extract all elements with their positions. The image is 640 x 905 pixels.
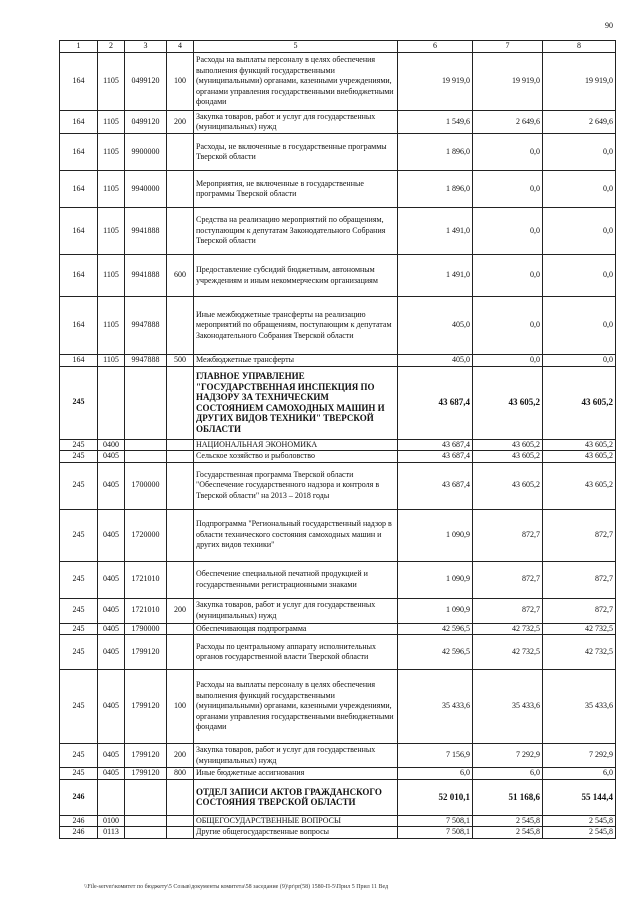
- cell-description: Мероприятия, не включенные в государственные программы Тверской области: [194, 171, 398, 208]
- cell-admin-code: 164: [60, 111, 98, 134]
- cell-description: Подпрограмма "Региональный государственный надзор в области технического состояния самоходных машин и других видов техники": [194, 509, 398, 561]
- column-header-4: 4: [167, 41, 194, 53]
- cell-admin-code: 164: [60, 297, 98, 355]
- cell-description: Иные бюджетные ассигнования: [194, 768, 398, 780]
- table-row: [60, 827, 616, 839]
- cell-expense-type: 500: [167, 355, 194, 367]
- cell-amount-col8: 872,7: [543, 561, 616, 598]
- cell-description: Расходы на выплаты персоналу в целях обеспечения выполнения функций государственными (муниципальными) органами, казенными учреждениями, органами управления государственными внебюджетными фондами: [194, 670, 398, 744]
- cell-expense-type: [167, 439, 194, 451]
- cell-section-code: 0405: [98, 670, 125, 744]
- cell-target-code: 0499120: [125, 53, 167, 111]
- cell-admin-code: 245: [60, 561, 98, 598]
- cell-section-code: 0400: [98, 439, 125, 451]
- cell-amount-col7: 7 292,9: [473, 744, 543, 768]
- cell-amount-col7: 2 545,8: [473, 815, 543, 827]
- cell-amount-col8: 0,0: [543, 171, 616, 208]
- cell-amount-col7: 0,0: [473, 208, 543, 255]
- cell-expense-type: [167, 208, 194, 255]
- cell-target-code: 1790000: [125, 623, 167, 635]
- table-row: [60, 355, 616, 367]
- cell-expense-type: 200: [167, 598, 194, 623]
- cell-amount-col8: 0,0: [543, 355, 616, 367]
- cell-target-code: [125, 451, 167, 463]
- cell-amount-col6: 1 896,0: [398, 134, 473, 171]
- cell-admin-code: 246: [60, 779, 98, 815]
- cell-admin-code: 245: [60, 366, 98, 439]
- cell-amount-col8: 43 605,2: [543, 451, 616, 463]
- cell-admin-code: 245: [60, 509, 98, 561]
- cell-amount-col6: 6,0: [398, 768, 473, 780]
- table-row: [60, 208, 616, 255]
- cell-description: ОБЩЕГОСУДАРСТВЕННЫЕ ВОПРОСЫ: [194, 815, 398, 827]
- cell-description: Закупка товаров, работ и услуг для государственных (муниципальных) нужд: [194, 598, 398, 623]
- cell-amount-col8: 55 144,4: [543, 779, 616, 815]
- cell-description: Обеспечение специальной печатной продукцией и государственными регистрационными знаками: [194, 561, 398, 598]
- cell-expense-type: [167, 827, 194, 839]
- cell-description: Закупка товаров, работ и услуг для государственных (муниципальных) нужд: [194, 111, 398, 134]
- cell-amount-col6: 43 687,4: [398, 366, 473, 439]
- cell-amount-col8: 43 605,2: [543, 462, 616, 509]
- cell-target-code: [125, 815, 167, 827]
- cell-section-code: 0405: [98, 451, 125, 463]
- cell-expense-type: 200: [167, 744, 194, 768]
- cell-expense-type: [167, 623, 194, 635]
- cell-amount-col6: 7 508,1: [398, 815, 473, 827]
- cell-amount-col8: 2 545,8: [543, 815, 616, 827]
- cell-target-code: 1799120: [125, 744, 167, 768]
- table-row: [60, 439, 616, 451]
- cell-section-code: 1105: [98, 171, 125, 208]
- table-body: [60, 53, 616, 839]
- cell-admin-code: 164: [60, 134, 98, 171]
- cell-amount-col7: 43 605,2: [473, 462, 543, 509]
- cell-amount-col6: 1 090,9: [398, 598, 473, 623]
- table-row: [60, 255, 616, 297]
- cell-section-code: 0405: [98, 462, 125, 509]
- cell-amount-col8: 872,7: [543, 509, 616, 561]
- cell-section-code: [98, 779, 125, 815]
- cell-description: ГЛАВНОЕ УПРАВЛЕНИЕ "ГОСУДАРСТВЕННАЯ ИНСПЕКЦИЯ ПО НАДЗОРУ ЗА ТЕХНИЧЕСКИМ СОСТОЯНИЕМ САМОХОДНЫХ МАШИН И ДРУГИХ ВИДОВ ТЕХНИКИ" ТВЕРСКОЙ ОБЛАСТИ: [194, 366, 398, 439]
- cell-amount-col6: 405,0: [398, 297, 473, 355]
- cell-amount-col8: 42 732,5: [543, 635, 616, 670]
- cell-admin-code: 245: [60, 744, 98, 768]
- cell-amount-col8: 2 545,8: [543, 827, 616, 839]
- cell-expense-type: [167, 815, 194, 827]
- cell-section-code: 0405: [98, 598, 125, 623]
- cell-description: Межбюджетные трансферты: [194, 355, 398, 367]
- cell-amount-col6: 405,0: [398, 355, 473, 367]
- table-row: [60, 779, 616, 815]
- cell-amount-col6: 43 687,4: [398, 439, 473, 451]
- cell-admin-code: 245: [60, 768, 98, 780]
- column-header-7: 7: [473, 41, 543, 53]
- cell-expense-type: [167, 509, 194, 561]
- cell-amount-col7: 51 168,6: [473, 779, 543, 815]
- table-row: [60, 815, 616, 827]
- cell-section-code: 0113: [98, 827, 125, 839]
- table-row: [60, 509, 616, 561]
- cell-amount-col6: 52 010,1: [398, 779, 473, 815]
- table-row: [60, 451, 616, 463]
- column-header-6: 6: [398, 41, 473, 53]
- cell-amount-col7: 35 433,6: [473, 670, 543, 744]
- cell-target-code: 1799120: [125, 768, 167, 780]
- cell-amount-col8: 2 649,6: [543, 111, 616, 134]
- cell-target-code: 1799120: [125, 635, 167, 670]
- cell-amount-col8: 43 605,2: [543, 439, 616, 451]
- cell-admin-code: 245: [60, 623, 98, 635]
- cell-expense-type: 600: [167, 255, 194, 297]
- cell-amount-col8: 0,0: [543, 208, 616, 255]
- cell-description: ОТДЕЛ ЗАПИСИ АКТОВ ГРАЖДАНСКОГО СОСТОЯНИЯ ТВЕРСКОЙ ОБЛАСТИ: [194, 779, 398, 815]
- cell-section-code: 1105: [98, 355, 125, 367]
- cell-amount-col7: 0,0: [473, 134, 543, 171]
- cell-section-code: 1105: [98, 111, 125, 134]
- table-row: [60, 744, 616, 768]
- cell-admin-code: 245: [60, 670, 98, 744]
- cell-admin-code: 246: [60, 815, 98, 827]
- table-row: [60, 111, 616, 134]
- cell-amount-col7: 43 605,2: [473, 451, 543, 463]
- cell-amount-col7: 872,7: [473, 561, 543, 598]
- cell-target-code: 1700000: [125, 462, 167, 509]
- cell-admin-code: 164: [60, 208, 98, 255]
- cell-expense-type: 100: [167, 53, 194, 111]
- table-header-row: [60, 41, 616, 53]
- budget-table: [59, 40, 616, 839]
- cell-amount-col7: 872,7: [473, 509, 543, 561]
- column-header-8: 8: [543, 41, 616, 53]
- cell-target-code: 1721010: [125, 561, 167, 598]
- cell-section-code: 1105: [98, 297, 125, 355]
- table-row: [60, 561, 616, 598]
- cell-section-code: 0405: [98, 768, 125, 780]
- table-row: [60, 635, 616, 670]
- cell-description: Закупка товаров, работ и услуг для государственных (муниципальных) нужд: [194, 744, 398, 768]
- cell-description: Иные межбюджетные трансферты на реализацию мероприятий по обращениям, поступающим к депутатам Законодательного Собрания Тверской области: [194, 297, 398, 355]
- cell-description: Предоставление субсидий бюджетным, автономным учреждениям и иным некоммерческим организациям: [194, 255, 398, 297]
- cell-section-code: 1105: [98, 208, 125, 255]
- cell-amount-col6: 19 919,0: [398, 53, 473, 111]
- cell-description: Расходы, не включенные в государственные программы Тверской области: [194, 134, 398, 171]
- cell-amount-col6: 1 896,0: [398, 171, 473, 208]
- cell-expense-type: [167, 462, 194, 509]
- footer-file-path: \\File-server\комитет по бюджету\5 Созыв\документы комитета\58 заседание (9)\pr\pr(58) 1580-П-5\Прил 5 Прил 11 Вед: [84, 884, 389, 890]
- cell-amount-col7: 0,0: [473, 171, 543, 208]
- cell-expense-type: [167, 635, 194, 670]
- column-header-1: 1: [60, 41, 98, 53]
- cell-amount-col7: 6,0: [473, 768, 543, 780]
- table-row: [60, 623, 616, 635]
- cell-admin-code: 164: [60, 355, 98, 367]
- cell-expense-type: [167, 134, 194, 171]
- cell-amount-col6: 1 090,9: [398, 509, 473, 561]
- cell-admin-code: 164: [60, 255, 98, 297]
- cell-section-code: 0405: [98, 561, 125, 598]
- cell-amount-col7: 872,7: [473, 598, 543, 623]
- cell-section-code: 0100: [98, 815, 125, 827]
- cell-expense-type: 200: [167, 111, 194, 134]
- cell-section-code: 1105: [98, 134, 125, 171]
- cell-amount-col6: 43 687,4: [398, 451, 473, 463]
- cell-target-code: 9940000: [125, 171, 167, 208]
- cell-target-code: [125, 827, 167, 839]
- cell-amount-col7: 0,0: [473, 355, 543, 367]
- cell-target-code: [125, 439, 167, 451]
- cell-amount-col8: 6,0: [543, 768, 616, 780]
- cell-amount-col8: 35 433,6: [543, 670, 616, 744]
- table-row: [60, 598, 616, 623]
- cell-description: Государственная программа Тверской области "Обеспечение государственного надзора и контроля в Тверской области" на 2013 – 2018 годы: [194, 462, 398, 509]
- column-header-5: 5: [194, 41, 398, 53]
- cell-description: Обеспечивающая подпрограмма: [194, 623, 398, 635]
- cell-section-code: 0405: [98, 623, 125, 635]
- cell-amount-col8: 19 919,0: [543, 53, 616, 111]
- cell-amount-col7: 2 545,8: [473, 827, 543, 839]
- cell-admin-code: 245: [60, 462, 98, 509]
- cell-target-code: 9900000: [125, 134, 167, 171]
- cell-expense-type: 100: [167, 670, 194, 744]
- cell-amount-col8: 0,0: [543, 297, 616, 355]
- cell-description: Средства на реализацию мероприятий по обращениям, поступающим к депутатам Законодательного Собрания Тверской области: [194, 208, 398, 255]
- table-row: [60, 768, 616, 780]
- cell-target-code: 1799120: [125, 670, 167, 744]
- cell-amount-col6: 42 596,5: [398, 623, 473, 635]
- cell-target-code: 9941888: [125, 208, 167, 255]
- table-row: [60, 670, 616, 744]
- cell-admin-code: 245: [60, 439, 98, 451]
- cell-expense-type: [167, 297, 194, 355]
- cell-section-code: 1105: [98, 255, 125, 297]
- cell-amount-col7: 43 605,2: [473, 366, 543, 439]
- cell-amount-col8: 7 292,9: [543, 744, 616, 768]
- cell-amount-col7: 2 649,6: [473, 111, 543, 134]
- column-header-3: 3: [125, 41, 167, 53]
- cell-amount-col7: 0,0: [473, 255, 543, 297]
- cell-expense-type: [167, 779, 194, 815]
- cell-target-code: 9947888: [125, 355, 167, 367]
- column-header-2: 2: [98, 41, 125, 53]
- cell-expense-type: [167, 451, 194, 463]
- cell-amount-col6: 7 156,9: [398, 744, 473, 768]
- cell-admin-code: 245: [60, 451, 98, 463]
- cell-amount-col7: 19 919,0: [473, 53, 543, 111]
- cell-section-code: 1105: [98, 53, 125, 111]
- cell-section-code: 0405: [98, 744, 125, 768]
- cell-section-code: 0405: [98, 635, 125, 670]
- table-row: [60, 171, 616, 208]
- cell-expense-type: 800: [167, 768, 194, 780]
- cell-amount-col7: 43 605,2: [473, 439, 543, 451]
- cell-description: Другие общегосударственные вопросы: [194, 827, 398, 839]
- table-row: [60, 366, 616, 439]
- table-row: [60, 462, 616, 509]
- cell-description: НАЦИОНАЛЬНАЯ ЭКОНОМИКА: [194, 439, 398, 451]
- cell-amount-col6: 1 549,6: [398, 111, 473, 134]
- cell-target-code: [125, 779, 167, 815]
- cell-amount-col6: 7 508,1: [398, 827, 473, 839]
- cell-description: Расходы по центральному аппарату исполнительных органов государственной власти Тверской области: [194, 635, 398, 670]
- cell-section-code: [98, 366, 125, 439]
- table-row: [60, 53, 616, 111]
- cell-amount-col6: 43 687,4: [398, 462, 473, 509]
- cell-amount-col6: 42 596,5: [398, 635, 473, 670]
- cell-target-code: 9941888: [125, 255, 167, 297]
- cell-amount-col8: 42 732,5: [543, 623, 616, 635]
- cell-admin-code: 245: [60, 598, 98, 623]
- cell-target-code: 1721010: [125, 598, 167, 623]
- cell-amount-col7: 42 732,5: [473, 635, 543, 670]
- cell-amount-col7: 42 732,5: [473, 623, 543, 635]
- cell-admin-code: 245: [60, 635, 98, 670]
- cell-description: Расходы на выплаты персоналу в целях обеспечения выполнения функций государственными (муниципальными) органами, казенными учреждениями, органами управления государственными внебюджетными фондами: [194, 53, 398, 111]
- cell-amount-col8: 0,0: [543, 255, 616, 297]
- cell-amount-col6: 35 433,6: [398, 670, 473, 744]
- cell-amount-col6: 1 491,0: [398, 255, 473, 297]
- cell-admin-code: 164: [60, 171, 98, 208]
- cell-amount-col8: 43 605,2: [543, 366, 616, 439]
- cell-section-code: 0405: [98, 509, 125, 561]
- cell-target-code: 1720000: [125, 509, 167, 561]
- cell-description: Сельское хозяйство и рыболовство: [194, 451, 398, 463]
- table-row: [60, 297, 616, 355]
- cell-admin-code: 246: [60, 827, 98, 839]
- cell-amount-col7: 0,0: [473, 297, 543, 355]
- cell-amount-col8: 0,0: [543, 134, 616, 171]
- cell-target-code: 0499120: [125, 111, 167, 134]
- page-number: 90: [605, 21, 613, 30]
- cell-expense-type: [167, 171, 194, 208]
- cell-amount-col8: 872,7: [543, 598, 616, 623]
- cell-amount-col6: 1 491,0: [398, 208, 473, 255]
- cell-target-code: [125, 366, 167, 439]
- cell-expense-type: [167, 366, 194, 439]
- cell-expense-type: [167, 561, 194, 598]
- table-row: [60, 134, 616, 171]
- cell-target-code: 9947888: [125, 297, 167, 355]
- cell-amount-col6: 1 090,9: [398, 561, 473, 598]
- cell-admin-code: 164: [60, 53, 98, 111]
